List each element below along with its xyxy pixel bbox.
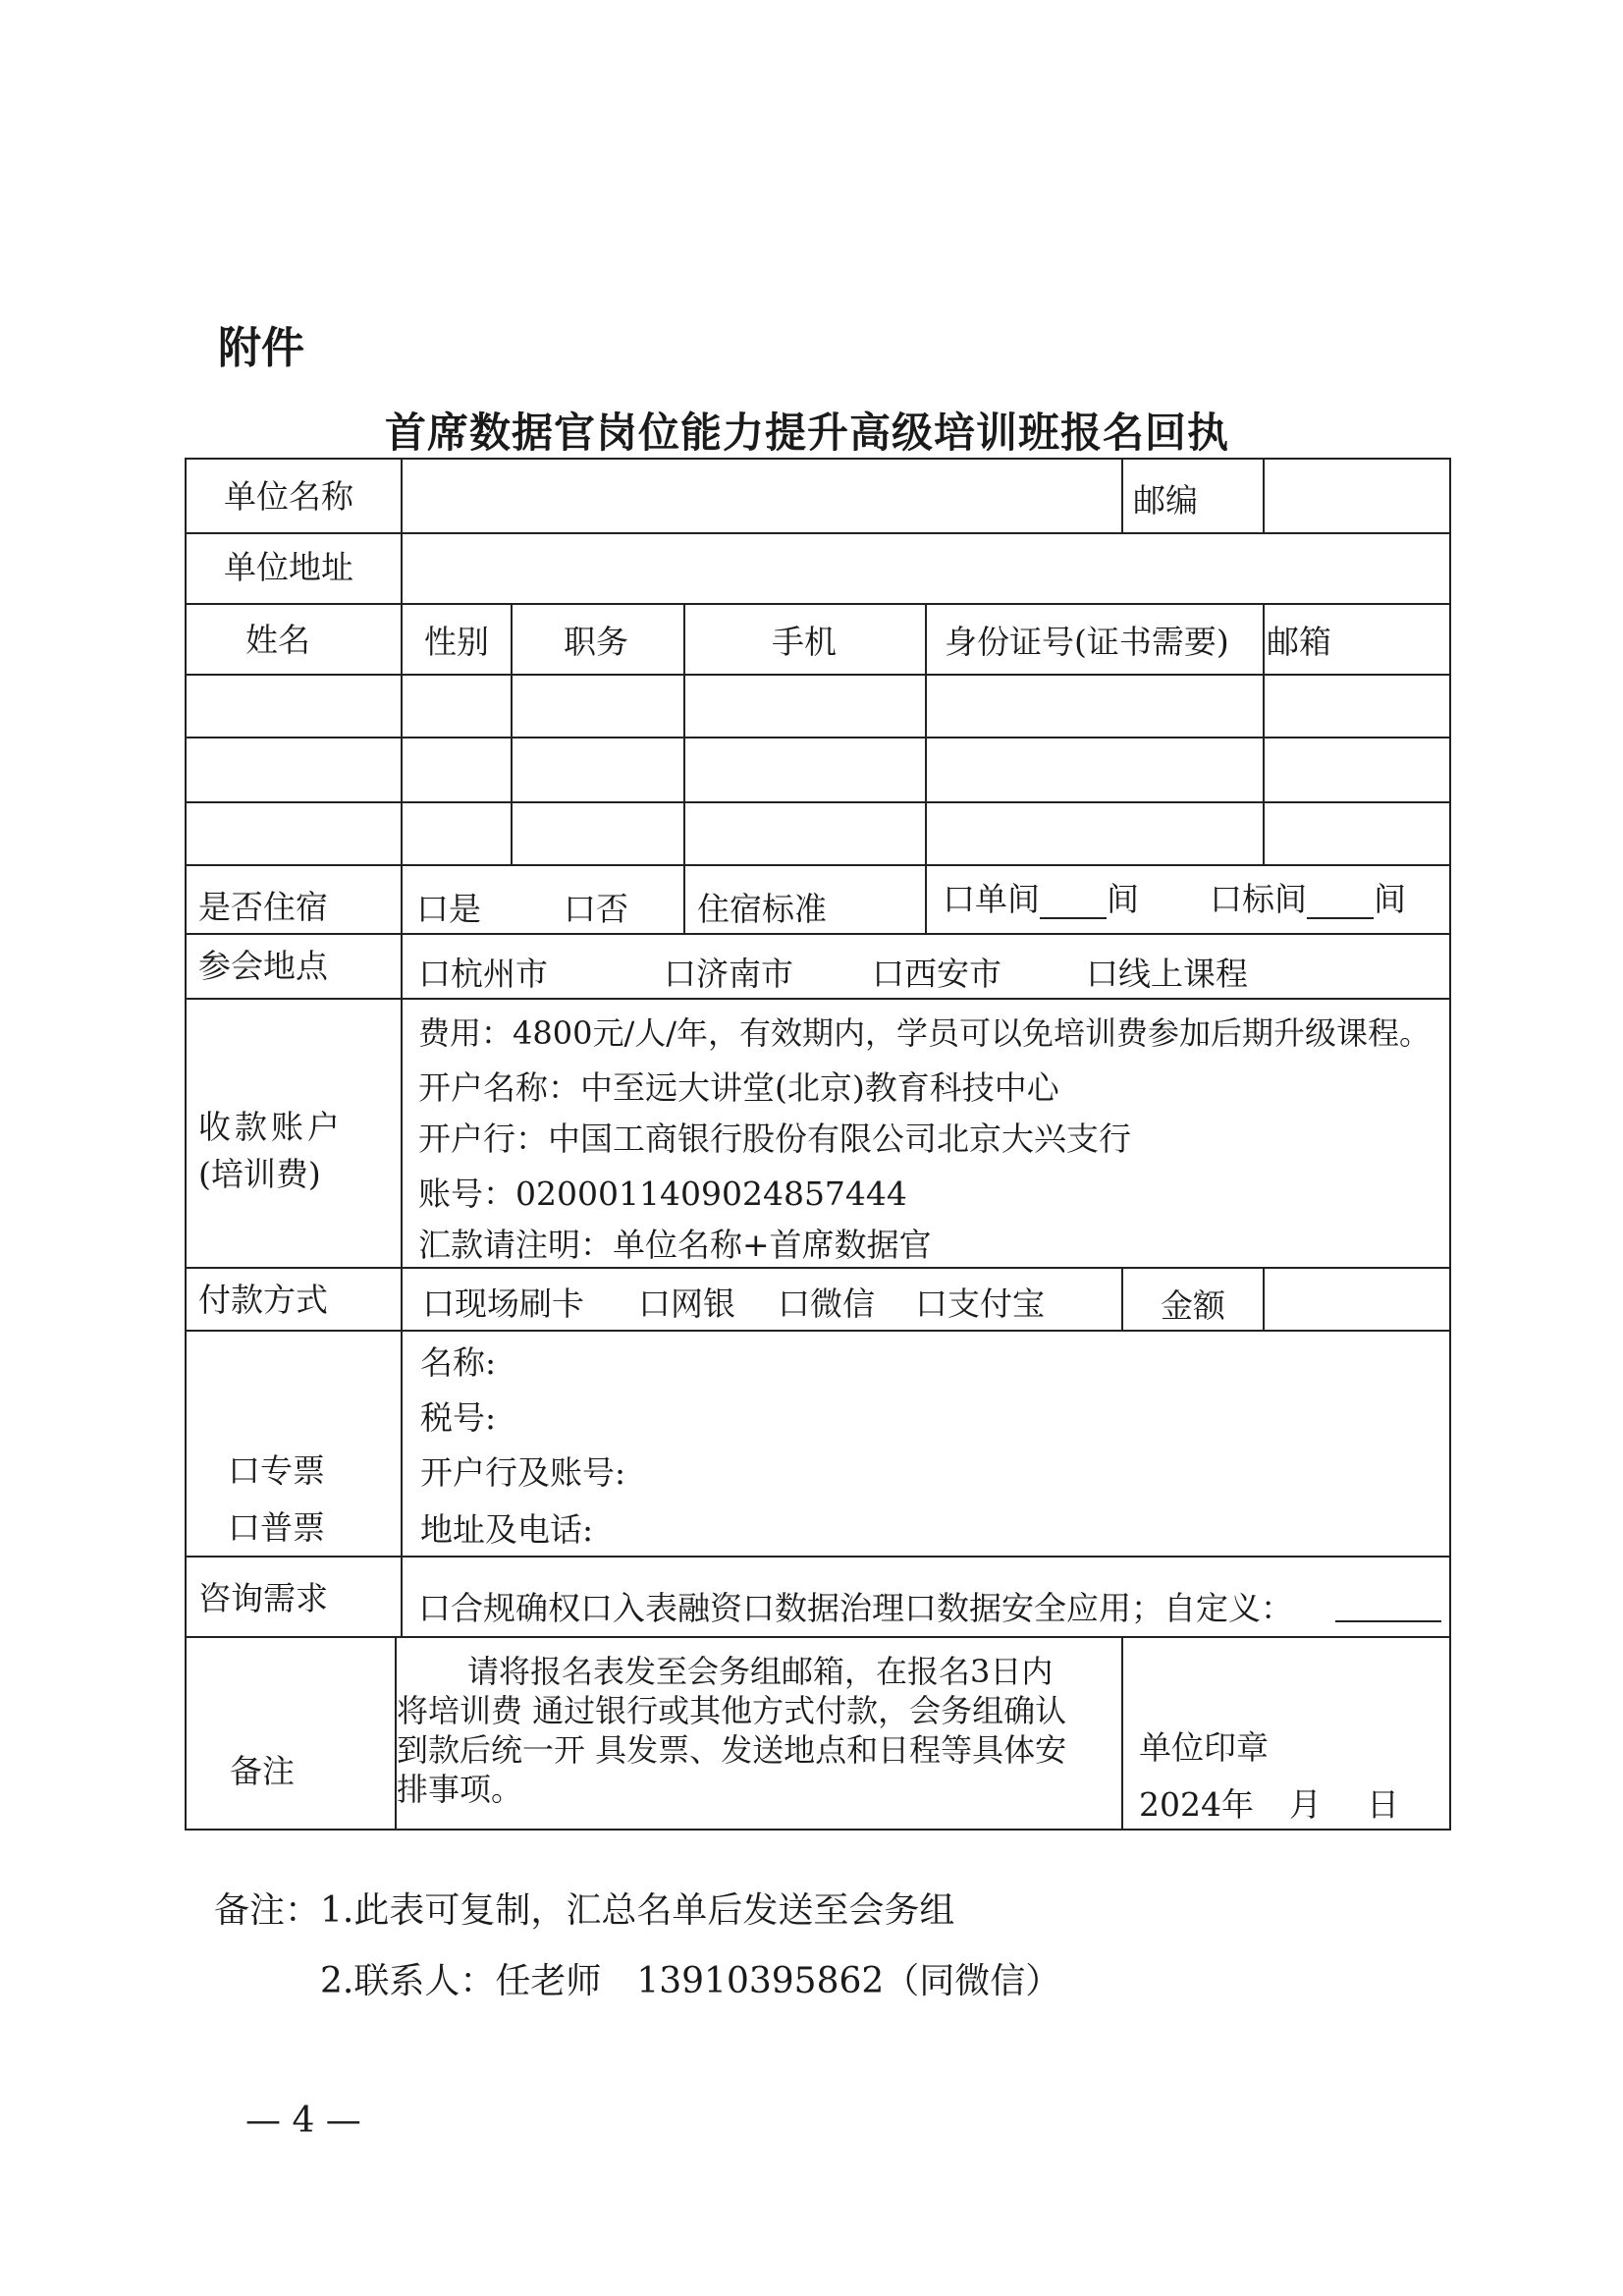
venue-online-checkbox[interactable]: 口线上课程 xyxy=(1086,955,1248,993)
standard-room-option[interactable] xyxy=(1210,880,1406,919)
seal-date xyxy=(1139,1785,1399,1825)
standard-room-checkbox[interactable]: 口标间 xyxy=(1210,880,1307,918)
standard-room-count-blank[interactable] xyxy=(1307,888,1374,919)
invoice-name-label: 名称: xyxy=(420,1343,497,1382)
account-label-sub: (培训费) xyxy=(198,1155,321,1193)
payment-alipay-checkbox[interactable]: 口支付宝 xyxy=(915,1285,1045,1323)
unit-address-field[interactable] xyxy=(405,536,1447,601)
invoice-general-checkbox[interactable]: 口普票 xyxy=(228,1508,325,1547)
invoice-bank-label: 开户行及账号: xyxy=(420,1453,626,1492)
person-row[interactable] xyxy=(187,676,1449,737)
single-room-count-blank[interactable] xyxy=(1040,888,1107,919)
payment-ebank-checkbox[interactable]: 口网银 xyxy=(638,1285,735,1323)
person-row[interactable] xyxy=(187,738,1449,801)
seal-date-month: 月 xyxy=(1288,1785,1322,1824)
account-number-text: 账号：0200011409024857444 xyxy=(418,1175,907,1213)
remarks-label: 备注 xyxy=(230,1752,295,1790)
venue-hangzhou-checkbox[interactable]: 口杭州市 xyxy=(418,955,548,993)
unit-name-label: 单位名称 xyxy=(224,477,353,516)
attachment-label: 附件 xyxy=(218,323,304,373)
amount-field[interactable] xyxy=(1267,1271,1447,1328)
remarks-line-4: 排事项。 xyxy=(397,1771,523,1808)
single-room-unit: 间 xyxy=(1107,880,1139,918)
consult-options[interactable]: 口合规确权口入表融资口数据治理口数据安全应用；自定义： xyxy=(418,1589,1293,1627)
person-row[interactable] xyxy=(187,803,1449,864)
column-gender: 性别 xyxy=(424,623,489,661)
seal-date-day: 日 xyxy=(1366,1785,1399,1824)
column-name: 姓名 xyxy=(245,621,310,659)
seal-date-year: 2024年 xyxy=(1139,1785,1254,1824)
single-room-option[interactable] xyxy=(943,880,1139,919)
consult-label: 咨询需求 xyxy=(198,1579,328,1617)
footer-note-1: 备注：1.此表可复制，汇总名单后发送至会务组 xyxy=(214,1890,955,1931)
remittance-note-text: 汇款请注明：单位名称+首席数据官 xyxy=(418,1226,932,1264)
remarks-line-2: 将培训费 通过银行或其他方式付款，会务组确认 xyxy=(397,1692,1067,1729)
column-position: 职务 xyxy=(564,623,628,661)
remarks-line-1: 请将报名表发至会务组邮箱，在报名3日内 xyxy=(467,1653,1054,1690)
lodging-standard-label: 住宿标准 xyxy=(697,890,827,928)
account-name-text: 开户名称：中至远大讲堂(北京)教育科技中心 xyxy=(418,1068,1059,1107)
payment-label: 付款方式 xyxy=(198,1281,328,1319)
venue-label: 参会地点 xyxy=(198,947,328,985)
standard-room-unit: 间 xyxy=(1374,880,1406,918)
column-email: 邮箱 xyxy=(1267,623,1331,661)
invoice-address-label: 地址及电话: xyxy=(420,1510,594,1549)
unit-name-field[interactable] xyxy=(405,462,1117,530)
form-title: 首席数据官岗位能力提升高级培训班报名回执 xyxy=(385,409,1230,457)
amount-label: 金额 xyxy=(1161,1286,1225,1325)
postcode-label: 邮编 xyxy=(1133,481,1198,519)
unit-address-label: 单位地址 xyxy=(224,548,353,586)
fee-text: 费用：4800元/人/年，有效期内，学员可以免培训费参加后期升级课程。 xyxy=(418,1014,1432,1052)
account-label: 收款账户 xyxy=(198,1108,344,1146)
footer-note-2: 2.联系人：任老师 13910395862（同微信） xyxy=(320,1961,1061,2001)
invoice-special-checkbox[interactable]: 口专票 xyxy=(228,1451,325,1490)
seal-label: 单位印章 xyxy=(1139,1728,1269,1767)
postcode-field[interactable] xyxy=(1267,462,1447,530)
consult-custom-blank[interactable] xyxy=(1335,1620,1441,1622)
remarks-line-3: 到款后统一开 具发票、发送地点和日程等具体安 xyxy=(397,1731,1067,1769)
venue-jinan-checkbox[interactable]: 口济南市 xyxy=(664,955,793,993)
single-room-checkbox[interactable]: 口单间 xyxy=(943,880,1040,918)
payment-wechat-checkbox[interactable]: 口微信 xyxy=(778,1285,875,1323)
invoice-tax-label: 税号: xyxy=(420,1398,497,1437)
page-number: — 4 — xyxy=(245,2101,361,2141)
payment-card-checkbox[interactable]: 口现场刷卡 xyxy=(422,1285,584,1323)
column-id-number: 身份证号(证书需要) xyxy=(945,623,1229,661)
lodging-label: 是否住宿 xyxy=(198,888,328,926)
lodging-yes-checkbox[interactable]: 口是 xyxy=(416,890,481,928)
lodging-no-checkbox[interactable]: 口否 xyxy=(564,890,628,928)
column-phone: 手机 xyxy=(772,623,837,661)
venue-xian-checkbox[interactable]: 口西安市 xyxy=(872,955,1001,993)
bank-text: 开户行：中国工商银行股份有限公司北京大兴支行 xyxy=(418,1120,1131,1158)
